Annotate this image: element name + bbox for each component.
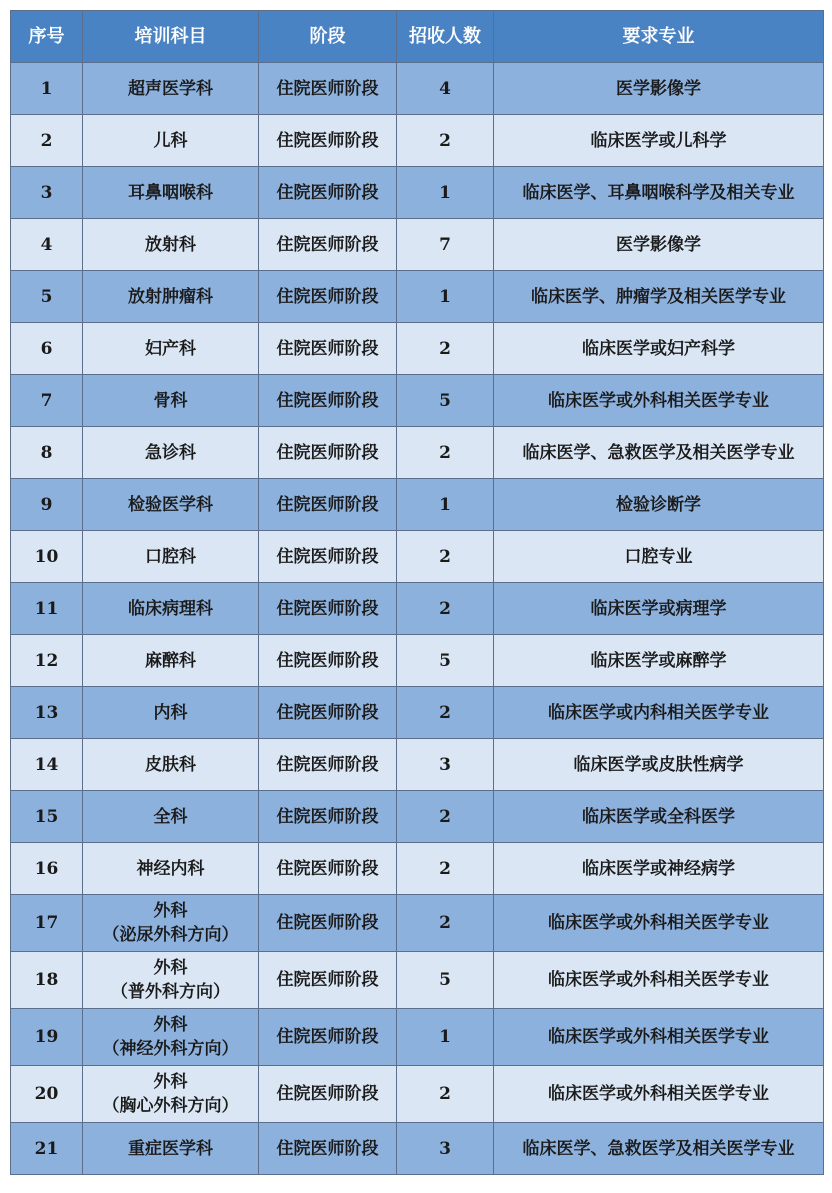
- subject-line: 临床病理科: [128, 598, 213, 619]
- subject-line: （胸心外科方向）: [102, 1096, 239, 1116]
- cell-training-subject: [83, 427, 259, 479]
- subject-line: 放射肿瘤科: [128, 286, 213, 307]
- cell-required-major: 临床医学或内科相关医学专业: [494, 687, 824, 739]
- cell-training-subject: [83, 687, 259, 739]
- table-row: [11, 952, 824, 1009]
- cell-training-subject: [83, 1123, 259, 1175]
- subject-line: 外科: [153, 1072, 188, 1092]
- cell-required-major: 临床医学或外科相关医学专业: [494, 952, 824, 1009]
- table-row: [11, 63, 824, 115]
- cell-stage: 住院医师阶段: [259, 583, 397, 635]
- cell-stage: 住院医师阶段: [259, 843, 397, 895]
- cell-required-major: 临床医学或全科医学: [494, 791, 824, 843]
- table-row: [11, 739, 824, 791]
- cell-training-subject: [83, 167, 259, 219]
- cell-required-major: 检验诊断学: [494, 479, 824, 531]
- cell-stage: 住院医师阶段: [259, 1009, 397, 1066]
- cell-stage: 住院医师阶段: [259, 271, 397, 323]
- header-stage: 阶段: [259, 11, 397, 63]
- subject-line: （普外科方向）: [111, 982, 230, 1002]
- cell-training-subject: [83, 375, 259, 427]
- subject-line: 口腔科: [145, 546, 196, 567]
- cell-enrollment-count: 2: [397, 115, 494, 167]
- cell-enrollment-count: 3: [397, 1123, 494, 1175]
- cell-enrollment-count: 2: [397, 895, 494, 952]
- cell-stage: 住院医师阶段: [259, 1123, 397, 1175]
- cell-enrollment-count: 5: [397, 635, 494, 687]
- cell-training-subject: [83, 219, 259, 271]
- subject-line: 重症医学科: [128, 1138, 213, 1159]
- subject-line: 外科: [153, 958, 188, 978]
- subject-line: 超声医学科: [128, 78, 213, 99]
- cell-serial-number: 13: [11, 687, 83, 739]
- table-row: [11, 635, 824, 687]
- subject-line: 儿科: [153, 130, 188, 151]
- cell-stage: 住院医师阶段: [259, 1066, 397, 1123]
- cell-serial-number: 8: [11, 427, 83, 479]
- cell-required-major: 临床医学或外科相关医学专业: [494, 1009, 824, 1066]
- cell-serial-number: 15: [11, 791, 83, 843]
- cell-required-major: 临床医学、急救医学及相关医学专业: [494, 1123, 824, 1175]
- subject-line: 耳鼻咽喉科: [128, 182, 213, 203]
- subject-line: 外科: [153, 1015, 188, 1035]
- table-row: [11, 1009, 824, 1066]
- cell-serial-number: 11: [11, 583, 83, 635]
- cell-enrollment-count: 4: [397, 63, 494, 115]
- cell-enrollment-count: 5: [397, 952, 494, 1009]
- cell-required-major: 临床医学或皮肤性病学: [494, 739, 824, 791]
- cell-serial-number: 7: [11, 375, 83, 427]
- cell-stage: 住院医师阶段: [259, 739, 397, 791]
- cell-enrollment-count: 2: [397, 843, 494, 895]
- cell-enrollment-count: 1: [397, 167, 494, 219]
- cell-training-subject: [83, 583, 259, 635]
- cell-enrollment-count: 2: [397, 583, 494, 635]
- cell-required-major: 口腔专业: [494, 531, 824, 583]
- table-row: [11, 219, 824, 271]
- cell-serial-number: 18: [11, 952, 83, 1009]
- cell-enrollment-count: 7: [397, 219, 494, 271]
- table-row: [11, 271, 824, 323]
- subject-line: 内科: [153, 702, 188, 723]
- table-row: [11, 427, 824, 479]
- cell-serial-number: 5: [11, 271, 83, 323]
- subject-line: （神经外科方向）: [102, 1039, 239, 1059]
- subject-line: 神经内科: [136, 858, 205, 879]
- subject-line: （泌尿外科方向）: [102, 925, 239, 945]
- recruitment-table-container: [10, 10, 823, 1175]
- cell-training-subject: [83, 739, 259, 791]
- subject-line: 骨科: [153, 390, 188, 411]
- cell-training-subject: [83, 271, 259, 323]
- cell-stage: 住院医师阶段: [259, 952, 397, 1009]
- cell-serial-number: 10: [11, 531, 83, 583]
- table-row: [11, 115, 824, 167]
- cell-training-subject: [83, 115, 259, 167]
- table-row: [11, 167, 824, 219]
- cell-required-major: 临床医学或妇产科学: [494, 323, 824, 375]
- cell-required-major: 临床医学或病理学: [494, 583, 824, 635]
- cell-required-major: 临床医学或麻醉学: [494, 635, 824, 687]
- cell-serial-number: 3: [11, 167, 83, 219]
- cell-serial-number: 20: [11, 1066, 83, 1123]
- cell-required-major: 医学影像学: [494, 63, 824, 115]
- cell-serial-number: 9: [11, 479, 83, 531]
- cell-stage: 住院医师阶段: [259, 531, 397, 583]
- cell-training-subject: [83, 791, 259, 843]
- table-body: [11, 63, 824, 1175]
- cell-training-subject: [83, 479, 259, 531]
- cell-enrollment-count: 1: [397, 479, 494, 531]
- cell-stage: 住院医师阶段: [259, 635, 397, 687]
- subject-line: 外科: [153, 901, 188, 921]
- cell-serial-number: 21: [11, 1123, 83, 1175]
- cell-required-major: 临床医学或外科相关医学专业: [494, 1066, 824, 1123]
- cell-enrollment-count: 3: [397, 739, 494, 791]
- cell-enrollment-count: 2: [397, 531, 494, 583]
- cell-serial-number: 16: [11, 843, 83, 895]
- table-row: [11, 1123, 824, 1175]
- cell-enrollment-count: 2: [397, 1066, 494, 1123]
- table-row: [11, 375, 824, 427]
- cell-training-subject: [83, 1066, 259, 1123]
- table-row: [11, 687, 824, 739]
- cell-stage: 住院医师阶段: [259, 895, 397, 952]
- table-row: [11, 531, 824, 583]
- cell-serial-number: 17: [11, 895, 83, 952]
- cell-serial-number: 14: [11, 739, 83, 791]
- header-training-subject: 培训科目: [83, 11, 259, 63]
- cell-training-subject: [83, 843, 259, 895]
- cell-stage: 住院医师阶段: [259, 323, 397, 375]
- cell-required-major: 医学影像学: [494, 219, 824, 271]
- cell-required-major: 临床医学或外科相关医学专业: [494, 895, 824, 952]
- cell-stage: 住院医师阶段: [259, 791, 397, 843]
- cell-serial-number: 2: [11, 115, 83, 167]
- header-required-major: 要求专业: [494, 11, 824, 63]
- cell-training-subject: [83, 1009, 259, 1066]
- cell-enrollment-count: 2: [397, 791, 494, 843]
- table-row: [11, 791, 824, 843]
- cell-training-subject: [83, 635, 259, 687]
- subject-line: 麻醉科: [145, 650, 196, 671]
- cell-stage: 住院医师阶段: [259, 219, 397, 271]
- cell-serial-number: 6: [11, 323, 83, 375]
- header-row: [11, 11, 824, 63]
- table-row: [11, 583, 824, 635]
- cell-enrollment-count: 2: [397, 427, 494, 479]
- cell-serial-number: 4: [11, 219, 83, 271]
- table-row: [11, 323, 824, 375]
- cell-stage: 住院医师阶段: [259, 63, 397, 115]
- cell-serial-number: 19: [11, 1009, 83, 1066]
- cell-serial-number: 1: [11, 63, 83, 115]
- cell-serial-number: 12: [11, 635, 83, 687]
- cell-training-subject: [83, 63, 259, 115]
- cell-stage: 住院医师阶段: [259, 479, 397, 531]
- cell-required-major: 临床医学或儿科学: [494, 115, 824, 167]
- cell-training-subject: [83, 531, 259, 583]
- subject-line: 妇产科: [145, 338, 196, 359]
- cell-stage: 住院医师阶段: [259, 167, 397, 219]
- cell-required-major: 临床医学、肿瘤学及相关医学专业: [494, 271, 824, 323]
- table-row: [11, 843, 824, 895]
- subject-line: 放射科: [145, 234, 196, 255]
- table-row: [11, 895, 824, 952]
- header-enrollment-count: 招收人数: [397, 11, 494, 63]
- cell-stage: 住院医师阶段: [259, 375, 397, 427]
- cell-stage: 住院医师阶段: [259, 427, 397, 479]
- subject-line: 急诊科: [145, 442, 196, 463]
- cell-training-subject: [83, 895, 259, 952]
- cell-stage: 住院医师阶段: [259, 115, 397, 167]
- cell-training-subject: [83, 952, 259, 1009]
- subject-line: 检验医学科: [128, 494, 213, 515]
- cell-enrollment-count: 5: [397, 375, 494, 427]
- header-serial-number: 序号: [11, 11, 83, 63]
- table-row: [11, 1066, 824, 1123]
- cell-enrollment-count: 2: [397, 323, 494, 375]
- recruitment-table: [10, 10, 824, 1175]
- table-row: [11, 479, 824, 531]
- subject-line: 皮肤科: [145, 754, 196, 775]
- cell-required-major: 临床医学或外科相关医学专业: [494, 375, 824, 427]
- cell-enrollment-count: 2: [397, 687, 494, 739]
- subject-line: 全科: [153, 806, 188, 827]
- cell-required-major: 临床医学、急救医学及相关医学专业: [494, 427, 824, 479]
- cell-stage: 住院医师阶段: [259, 687, 397, 739]
- cell-enrollment-count: 1: [397, 1009, 494, 1066]
- cell-enrollment-count: 1: [397, 271, 494, 323]
- table-header: [11, 11, 824, 63]
- cell-required-major: 临床医学、耳鼻咽喉科学及相关专业: [494, 167, 824, 219]
- cell-required-major: 临床医学或神经病学: [494, 843, 824, 895]
- cell-training-subject: [83, 323, 259, 375]
